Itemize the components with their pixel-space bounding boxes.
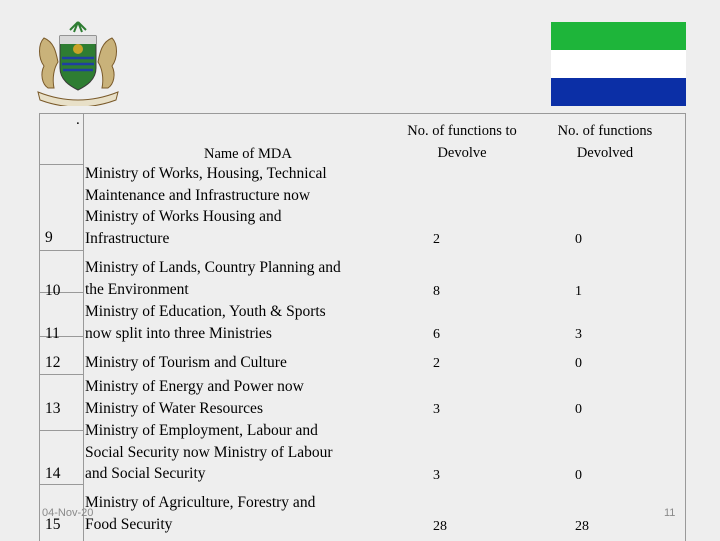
slide-page-number: 11 [664, 507, 676, 519]
mda-name [85, 163, 327, 249]
functions-to-devolve: 8 [433, 284, 440, 299]
row-number: 9 [45, 229, 53, 246]
row-divider [40, 430, 83, 431]
row-number: 12 [45, 354, 61, 371]
mda-name-line: the Environment [85, 280, 189, 298]
mda-name [85, 352, 287, 374]
header-line: Devolved [576, 145, 634, 161]
coat-of-arms-emblem [30, 18, 126, 106]
functions-devolved: 0 [575, 356, 582, 371]
mda-name-line: Food Security [85, 515, 173, 533]
mda-name [85, 376, 304, 419]
mda-name-line: Social Security now Ministry of Labour [85, 443, 333, 461]
sierra-leone-flag [551, 22, 686, 106]
flag-white-stripe [551, 50, 686, 78]
row-divider [40, 164, 83, 165]
mda-name [85, 492, 315, 535]
mda-name-line: and Social Security [85, 465, 206, 482]
row-number: 15 [45, 516, 61, 533]
slide-date: 04-Nov-20 [42, 507, 94, 519]
functions-devolved: 0 [575, 402, 582, 417]
mda-name-line: now split into three Ministries [85, 324, 272, 342]
functions-to-devolve: 3 [433, 402, 440, 417]
mda-name-line: Infrastructure [85, 229, 170, 247]
functions-to-devolve: 3 [433, 468, 440, 483]
functions-devolved: 0 [575, 232, 582, 247]
row-number: 10 [45, 282, 61, 299]
row-divider [40, 250, 83, 251]
row-divider [40, 374, 83, 375]
functions-to-devolve: 2 [433, 232, 440, 247]
header-line: No. of functions [557, 123, 653, 139]
header-functions-to-devolve [394, 120, 530, 164]
header-dot: . [76, 112, 80, 128]
mda-name-line: Ministry of Employment, Labour and [85, 422, 318, 439]
row-number: 14 [45, 465, 61, 482]
header-line: No. of functions to [407, 123, 517, 139]
row-number: 13 [45, 400, 61, 417]
mda-name [85, 301, 326, 344]
mda-name-line: Ministry of Water Resources [85, 399, 263, 417]
mda-name-line: Ministry of Agriculture, Forestry and [85, 494, 316, 511]
functions-devolved: 1 [575, 284, 582, 299]
mda-name [85, 420, 333, 485]
functions-devolved: 28 [575, 519, 589, 534]
header-line: Devolve [437, 145, 487, 161]
functions-to-devolve: 28 [433, 519, 447, 534]
mda-name-line: Ministry of Lands, Country Planning and [85, 259, 341, 276]
mda-name-line: Ministry of Works, Housing, Technical [85, 165, 327, 182]
functions-devolved: 0 [575, 468, 582, 483]
mda-name [85, 257, 341, 300]
mda-name-line: Maintenance and Infrastructure now [85, 186, 311, 204]
functions-to-devolve: 2 [433, 356, 440, 371]
header-name-of-mda: Name of MDA [204, 146, 292, 162]
header-functions-devolved [540, 120, 670, 164]
flag-green-stripe [551, 22, 686, 50]
mda-name-line: Ministry of Works Housing and [85, 208, 282, 225]
column-divider [83, 114, 84, 541]
row-number: 11 [45, 325, 60, 342]
mda-name-line: Ministry of Tourism and Culture [85, 354, 287, 371]
functions-devolved: 3 [575, 327, 582, 342]
flag-blue-stripe [551, 78, 686, 106]
mda-name-line: Ministry of Energy and Power now [85, 378, 304, 395]
functions-to-devolve: 6 [433, 327, 440, 342]
mda-name-line: Ministry of Education, Youth & Sports [85, 303, 326, 320]
